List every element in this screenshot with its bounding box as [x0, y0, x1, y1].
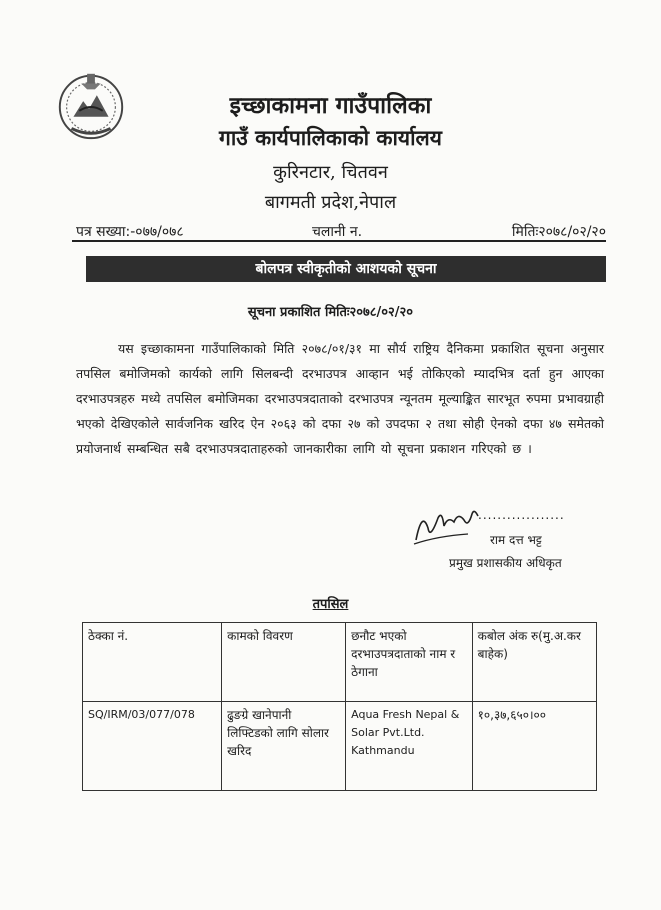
office-name: गाउँ कार्यपालिकाको कार्यालय — [219, 125, 442, 150]
cell-work-description: ढुङग्रे खानेपानी लिफ्टिडको लागि सोलार खरिद — [222, 702, 346, 791]
header-contract-no: ठेक्का नं. — [83, 623, 222, 702]
publication-date: सूचना प्रकाशित मितिः२०७८/०२/२० — [247, 305, 414, 320]
table-header-row — [83, 623, 597, 702]
signature-line: .................. — [478, 508, 565, 522]
schedule-title: तपसिल — [312, 597, 349, 612]
reference-row — [72, 222, 606, 240]
municipality-name: इच्छाकामना गाउँपालिका — [229, 92, 432, 119]
letter-number: पत्र सख्या:-०७७/०७८ — [76, 224, 184, 240]
cell-selected-bidder: Aqua Fresh Nepal & Solar Pvt.Ltd. Kathmandu — [346, 702, 473, 791]
tender-schedule-table — [82, 622, 597, 791]
notice-title-banner: बोलपत्र स्वीकृतीको आशयको सूचना — [86, 256, 606, 282]
letter-date: मितिः२०७८/०२/२० — [511, 224, 606, 240]
header-selected-bidder: छनौट भएको दरभाउपत्रदाताको नाम र ठेगाना — [346, 623, 473, 702]
header-work-description: कामको विवरण — [222, 623, 346, 702]
table-row — [83, 702, 597, 791]
header-divider — [72, 240, 606, 242]
cell-contract-no: SQ/IRM/03/077/078 — [83, 702, 222, 791]
header-bid-amount: कबोल अंक रु(मु.अ.कर बाहेक) — [472, 623, 596, 702]
office-address: कुरिनटार, चितवन — [273, 162, 388, 183]
dispatch-number: चलानी न. — [312, 224, 363, 240]
cell-bid-amount: १०,३७,६५०।०० — [472, 702, 596, 791]
province-country: बागमती प्रदेश,नेपाल — [264, 192, 397, 213]
notice-body: यस इच्छाकामना गाउँपालिकाको मिति २०७८/०१/३१ मा सौर्य राष्ट्रिय दैनिकमा प्रकाशित सूचना अनुसार तपसिल बमोजिमको कार्यको लागि सिलबन्दी दरभाउपत्र आव्हान भई तोकिएको म्यादभित्र दर्ता हुन आएका दरभाउपत्रहरु मध्ये तपसिल बमोजिमका दरभाउपत्रदाताको दरभाउपत्र न्यूनतम मूल्याङ्कित सारभूत रुपमा प्रभावग्राही भएको देखिएकोले सार्वजनिक खरिद ऐन २०६३ को दफा २७ को उपदफा २ तथा सोही ऐनको दफा ४७ समेतको प्रयोजनार्थ सम्बन्धित सबै दरभाउपत्रदाताहरुको जानकारीका लागि यो सूचना प्रकाशन गरिएको छ । — [76, 341, 604, 456]
signatory-name: राम दत्त भट्ट — [490, 533, 542, 547]
signatory-post: प्रमुख प्रशासकीय अधिकृत — [449, 556, 562, 570]
